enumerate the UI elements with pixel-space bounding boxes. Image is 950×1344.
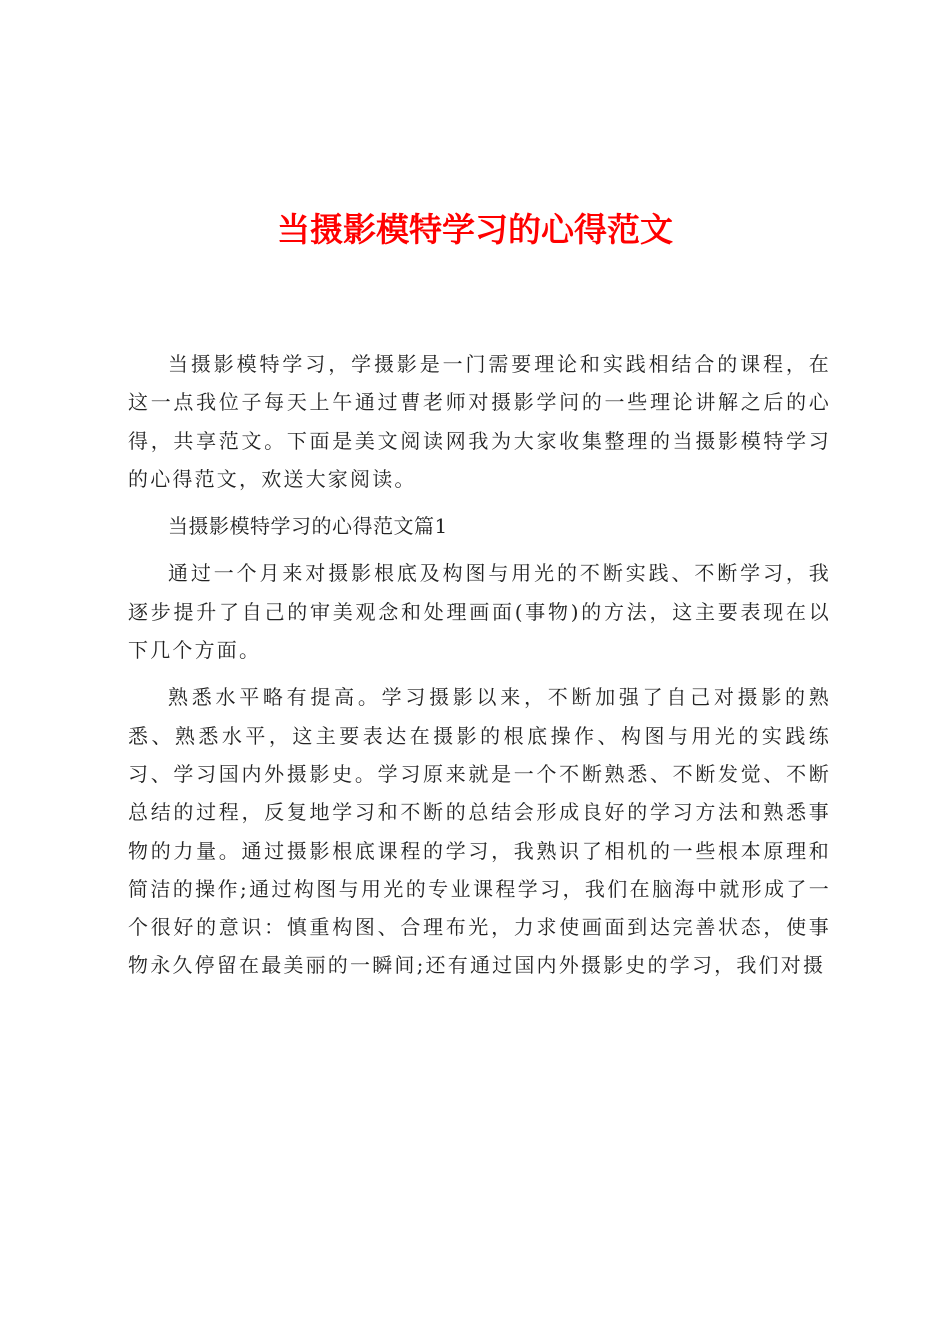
intro-paragraph: 当摄影模特学习，学摄影是一门需要理论和实践相结合的课程，在这一点我位子每天上午通过曹老师对摄影学问的一些理论讲解之后的心得，共享范文。下面是美文阅读网我为大家收集整理的当摄影模特学习的心得范文，欢送大家阅读。	[128, 352, 831, 491]
section-heading: 当摄影模特学习的心得范文篇1	[168, 514, 448, 539]
body-paragraph: 通过一个月来对摄影根底及构图与用光的不断实践、不断学习，我逐步提升了自己的审美观念和处理画面(事物)的方法，这主要表现在以下几个方面。	[128, 561, 831, 663]
body-paragraph: 熟悉水平略有提高。学习摄影以来，不断加强了自己对摄影的熟悉、熟悉水平，这主要表达在摄影的根底操作、构图与用光的实践练习、学习国内外摄影史。学习原来就是一个不断熟悉、不断发觉、不断总结的过程，反复地学习和不断的总结会形成良好的学习方法和熟悉事物的力量。通过摄影根底课程的学习，我熟识了相机的一些根本原理和简洁的操作;通过构图与用光的专业课程学习，我们在脑海中就形成了一个很好的意识：慎重构图、合理布光，力求使画面到达完善状态，使事物永久停留在最美丽的一瞬间;还有通过国内外摄影史的学习，我们对摄	[128, 685, 831, 978]
document-body	[128, 345, 831, 994]
document-title: 当摄影模特学习的心得范文	[277, 210, 673, 249]
